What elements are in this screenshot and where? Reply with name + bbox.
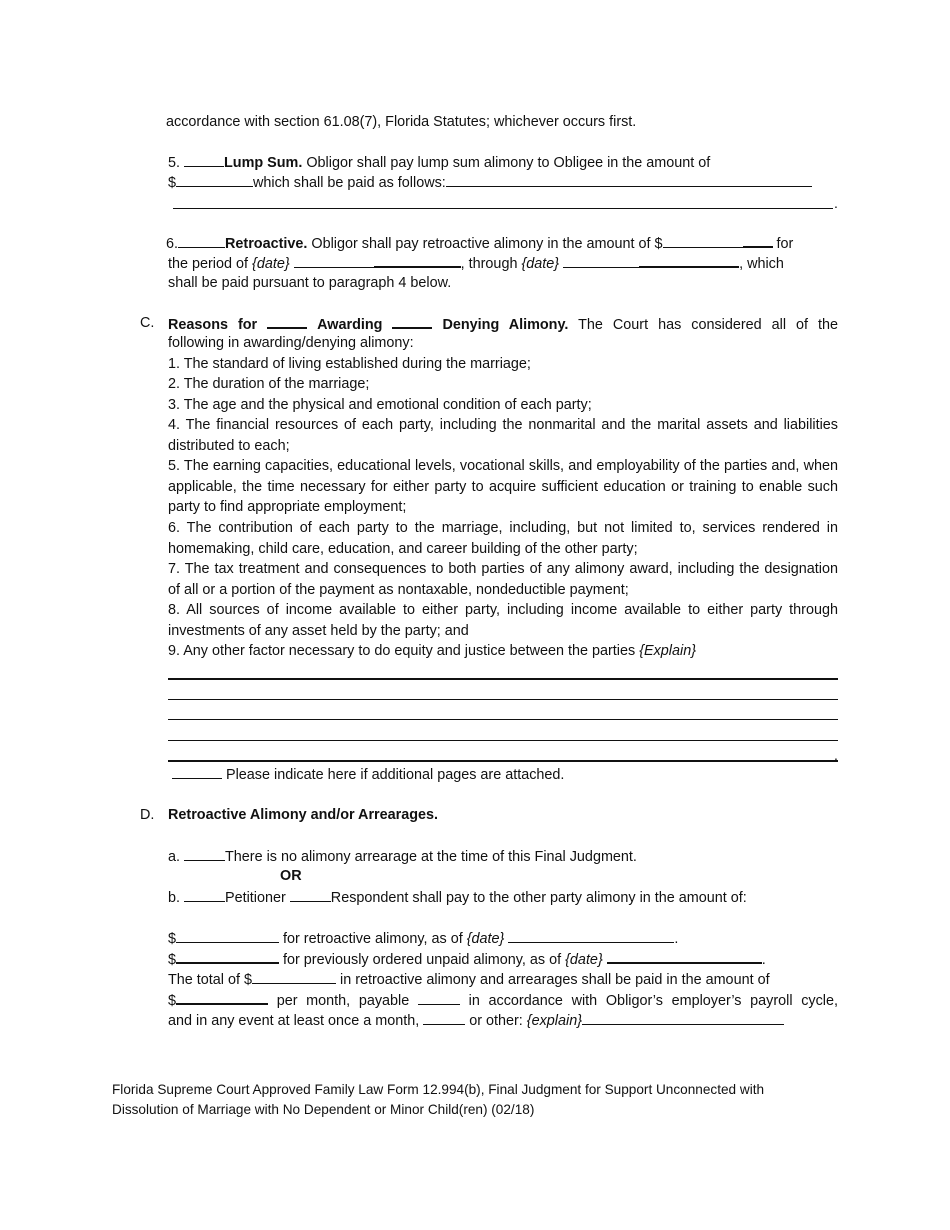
period-mark: . [834, 747, 838, 763]
retroactive-amount-blank[interactable] [663, 233, 743, 248]
section-c-line-2: following in awarding/denying alimony: [168, 335, 414, 351]
footer-line-2: Dissolution of Marriage with No Dependent or Minor Child(ren) (02/18) [112, 1102, 535, 1117]
factor-9: 9. Any other factor necessary to do equity and justice between the parties {Explain} [168, 643, 696, 659]
retroactive-alimony-date-blank[interactable] [508, 928, 674, 943]
footer-line-1: Florida Supreme Court Approved Family Law Form 12.994(b), Final Judgment for Support Unconnected with [112, 1082, 765, 1097]
awarding-checkbox-blank[interactable] [267, 313, 307, 329]
payroll-cycle-checkbox-blank[interactable] [418, 990, 460, 1005]
factor-7: 7. The tax treatment and consequences to both parties of any alimony award, including the designation of all or a portion of the payment as nontaxable, nondeductible payment; [168, 561, 838, 598]
section-d-title: Retroactive Alimony and/or Arrearages. [168, 807, 439, 823]
unpaid-alimony-line: $ for previously ordered unpaid alimony, as of {date} . [168, 948, 766, 971]
factor-6: 6. The contribution of each party to the marriage, including, but not limited to, services rendered in homemaking, child care, education, and career building of the other party; [168, 520, 838, 557]
explain-line-5[interactable] [168, 760, 838, 762]
option-a: a. There is no alimony arrearage at the time of this Final Judgment. [168, 846, 637, 868]
factor-2: 2. The duration of the marriage; [168, 376, 370, 392]
retroactive-checkbox-blank[interactable] [178, 233, 225, 248]
item-5-line-2: $ which shall be paid as follows: [168, 172, 812, 194]
explain-line-4[interactable] [168, 740, 838, 741]
lump-sum-checkbox-blank[interactable] [184, 152, 224, 167]
item-5-lump-sum: 5. Lump Sum. Obligor shall pay lump sum alimony to Obligee in the amount of [168, 152, 710, 174]
any-event-line: and in any event at least once a month, or other: {explain} [168, 1010, 784, 1032]
per-month-line: $ per month, payable in accordance with Obligor’s employer’s payroll cycle, [168, 989, 838, 1012]
factor-1: 1. The standard of living established during the marriage; [168, 356, 531, 372]
factor-4: 4. The financial resources of each party, including the nonmarital and the marital assets and liabilities distributed to each; [168, 417, 838, 454]
section-c-letter: C. [140, 315, 155, 331]
explain-line-3[interactable] [168, 719, 838, 720]
once-a-month-checkbox-blank[interactable] [423, 1010, 465, 1025]
item-6-line-3: shall be paid pursuant to paragraph 4 below. [168, 275, 452, 291]
factor-5: 5. The earning capacities, educational levels, vocational skills, and employability of the parties and, when applicable, the time necessary for either party to acquire sufficient education or training to enable such party to find appropriate employment; [168, 458, 838, 515]
retroactive-alimony-amount-blank[interactable] [176, 928, 279, 943]
other-explain-blank[interactable] [582, 1010, 784, 1025]
section-d-letter: D. [140, 807, 155, 823]
retroactive-through-date-blank[interactable] [563, 253, 639, 268]
monthly-amount-blank[interactable] [176, 989, 268, 1005]
lump-sum-terms-blank[interactable] [446, 172, 812, 187]
additional-pages-line: Please indicate here if additional pages are attached. [172, 764, 564, 786]
additional-pages-checkbox-blank[interactable] [172, 764, 222, 779]
section-c-heading: Reasons for Awarding Denying Alimony. The Court has considered all of the [168, 313, 838, 336]
unpaid-alimony-amount-blank[interactable] [176, 948, 279, 964]
denying-checkbox-blank[interactable] [392, 313, 432, 329]
item-6-retroactive: 6. Retroactive. Obligor shall pay retroactive alimony in the amount of $ for [166, 232, 793, 255]
respondent-checkbox-blank[interactable] [290, 887, 331, 902]
lump-sum-terms-line-2[interactable] [173, 208, 833, 209]
retroactive-title: Retroactive. [225, 236, 308, 252]
lump-sum-title: Lump Sum. [224, 155, 303, 171]
no-arrearage-checkbox-blank[interactable] [184, 846, 225, 861]
period-mark: . [834, 195, 838, 211]
retroactive-alimony-line: $ for retroactive alimony, as of {date} . [168, 928, 678, 950]
total-amount-blank[interactable] [252, 969, 336, 984]
or-label: OR [280, 868, 302, 884]
option-b: b. Petitioner Respondent shall pay to the other party alimony in the amount of: [168, 887, 747, 909]
petitioner-checkbox-blank[interactable] [184, 887, 225, 902]
factor-3: 3. The age and the physical and emotional condition of each party; [168, 397, 592, 413]
form-footer [112, 1080, 832, 1120]
total-line: The total of $ in retroactive alimony and arrearages shall be paid in the amount of [168, 969, 770, 991]
lump-sum-amount-blank[interactable] [176, 172, 253, 187]
continued-text: accordance with section 61.08(7), Florida Statutes; whichever occurs first. [166, 114, 637, 130]
factor-8: 8. All sources of income available to either party, including income available to either party through investments of any asset held by the party; and [168, 602, 838, 639]
retroactive-from-date-blank[interactable] [294, 253, 374, 268]
item-6-line-2: the period of {date} , through {date} , which [168, 252, 784, 275]
explain-line-1[interactable] [168, 678, 838, 680]
unpaid-alimony-date-blank[interactable] [607, 948, 762, 964]
explain-line-2[interactable] [168, 699, 838, 700]
